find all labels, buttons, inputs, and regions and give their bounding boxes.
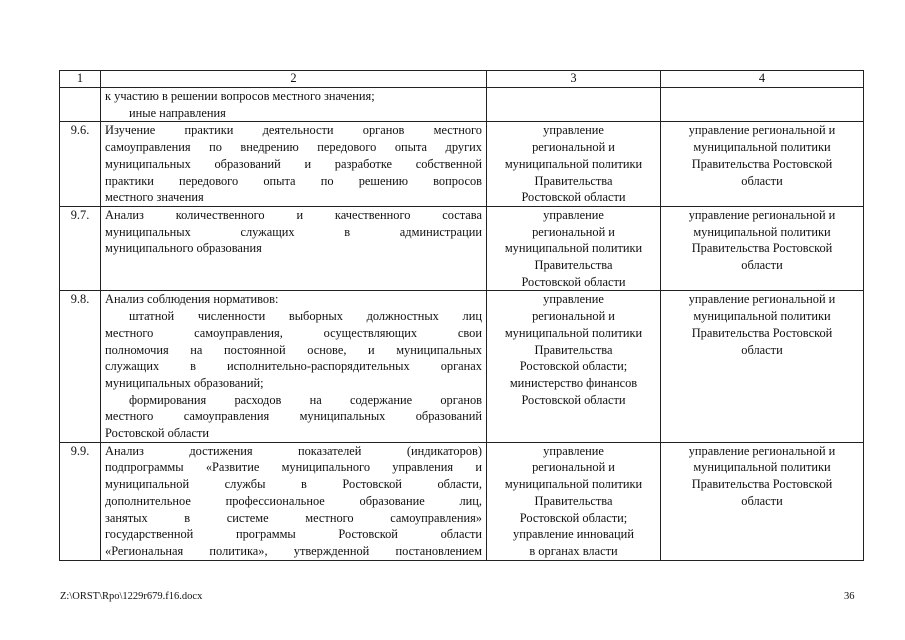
executor-line: управление инноваций	[513, 527, 634, 542]
executor-line: управление	[543, 207, 604, 222]
description-line: Анализ соблюдения нормативов:	[105, 292, 279, 307]
row-number: 9.6.	[60, 122, 101, 207]
description-line: служащих в исполнительно-распорядительных органах	[105, 359, 482, 374]
executor-line: региональной и	[532, 460, 615, 475]
description-line: местного самоуправления муниципальных образований	[105, 409, 482, 424]
row-number: 9.9.	[60, 442, 101, 560]
coexecutor-line: управление региональной и	[688, 207, 836, 222]
description-line: к участию в решении вопросов местного значения;	[105, 89, 375, 103]
row-executor	[487, 206, 661, 291]
row-coexecutor	[661, 206, 864, 291]
table-row	[60, 88, 864, 122]
executor-line: управление	[543, 123, 604, 138]
coexecutor-line: управление региональной и	[688, 292, 836, 307]
description-line: занятых в системе местного самоуправления»	[105, 510, 482, 525]
description-line: самоуправления по внедрению передового опыта других	[105, 140, 482, 155]
executor-line: Ростовской области	[521, 392, 626, 407]
executor-line: Ростовской области;	[519, 359, 628, 374]
row-number: 9.8.	[60, 291, 101, 442]
description-line: муниципальной службы в Ростовской области,	[105, 477, 482, 492]
description-line: формирования расходов на содержание органов	[129, 392, 482, 407]
description-line: иные направления	[129, 105, 226, 120]
footer-file-path: Z:\ORST\Rpo\1229r679.f16.docx	[60, 591, 203, 602]
column-header-4: 4	[661, 71, 864, 88]
description-line: подпрограммы «Развитие муниципального управления и	[105, 460, 482, 475]
coexecutor-line: муниципальной политики	[693, 140, 831, 155]
coexecutor-line: области	[741, 258, 783, 273]
row-description	[101, 122, 487, 207]
coexecutor-line: Правительства Ростовской	[691, 156, 833, 171]
coexecutor-line: области	[741, 342, 783, 357]
row-description	[101, 291, 487, 442]
executor-line: региональной и	[532, 140, 615, 155]
row-executor	[487, 291, 661, 442]
table-row	[60, 291, 864, 442]
executor-line: министерство финансов	[509, 375, 638, 390]
executor-line: Правительства	[534, 173, 613, 188]
coexecutor-line: муниципальной политики	[693, 460, 831, 475]
column-header-3: 3	[487, 71, 661, 88]
coexecutor-line: Правительства Ростовской	[691, 477, 833, 492]
row-coexecutor	[661, 442, 864, 560]
executor-line: Ростовской области	[521, 274, 626, 289]
executor-line: управление	[543, 292, 604, 307]
row-executor	[487, 122, 661, 207]
executor-line: муниципальной политики	[504, 325, 643, 340]
description-line: муниципальных служащих в администрации	[105, 224, 482, 239]
description-line: практики передового опыта по решению вопросов	[105, 173, 482, 188]
description-line: государственной программы Ростовской области	[105, 527, 482, 542]
executor-line: Правительства	[534, 493, 613, 508]
row-description	[101, 442, 487, 560]
row-description	[101, 206, 487, 291]
description-line: местного самоуправления, осуществляющих свои	[105, 325, 482, 340]
row-executor	[487, 442, 661, 560]
executor-line: муниципальной политики	[504, 241, 643, 256]
executor-line: Ростовской области	[521, 190, 626, 205]
row-number	[60, 88, 101, 122]
description-line: Анализ количественного и качественного состава	[105, 207, 482, 222]
coexecutor-line: области	[741, 173, 783, 188]
row-coexecutor	[661, 291, 864, 442]
executor-line: региональной и	[532, 224, 615, 239]
coexecutor-line: управление региональной и	[688, 443, 836, 458]
description-line: Изучение практики деятельности органов местного	[105, 123, 482, 138]
row-executor	[487, 88, 661, 122]
coexecutor-line: Правительства Ростовской	[691, 241, 833, 256]
row-number: 9.7.	[60, 206, 101, 291]
row-coexecutor	[661, 122, 864, 207]
row-description	[101, 88, 487, 122]
footer-page-number: 36	[844, 591, 855, 602]
column-header-1: 1	[60, 71, 101, 88]
coexecutor-line: Правительства Ростовской	[691, 325, 833, 340]
executor-line: Правительства	[534, 258, 613, 273]
executor-line: муниципальной политики	[504, 156, 643, 171]
table-header-row	[60, 71, 864, 88]
description-line: Ростовской области	[105, 426, 210, 441]
executor-line: Правительства	[534, 342, 613, 357]
row-coexecutor	[661, 88, 864, 122]
description-line: дополнительное профессиональное образование лиц,	[105, 493, 482, 508]
column-header-2: 2	[101, 71, 487, 88]
executor-line: Ростовской области;	[519, 510, 628, 525]
table-row	[60, 122, 864, 207]
executor-line: муниципальной политики	[504, 477, 643, 492]
description-line: местного значения	[105, 190, 204, 205]
description-line: Анализ достижения показателей (индикаторов)	[105, 443, 482, 458]
description-line: муниципального образования	[105, 241, 262, 256]
table-row	[60, 442, 864, 560]
table-row	[60, 206, 864, 291]
description-line: «Региональная политика», утвержденной постановлением	[105, 543, 482, 558]
executor-line: управление	[543, 443, 604, 458]
executor-line: региональной и	[532, 309, 615, 324]
executor-line: в органах власти	[529, 543, 618, 558]
coexecutor-line: управление региональной и	[688, 123, 836, 138]
coexecutor-line: муниципальной политики	[693, 309, 831, 324]
description-line: муниципальных образований;	[105, 375, 264, 390]
coexecutor-line: области	[741, 493, 783, 508]
document-table	[59, 70, 864, 561]
description-line: муниципальных образований и разработке собственной	[105, 156, 482, 171]
description-line: полномочия на постоянной основе, и муниципальных	[105, 342, 482, 357]
description-line: штатной численности выборных должностных лиц	[129, 309, 482, 324]
coexecutor-line: муниципальной политики	[693, 224, 831, 239]
